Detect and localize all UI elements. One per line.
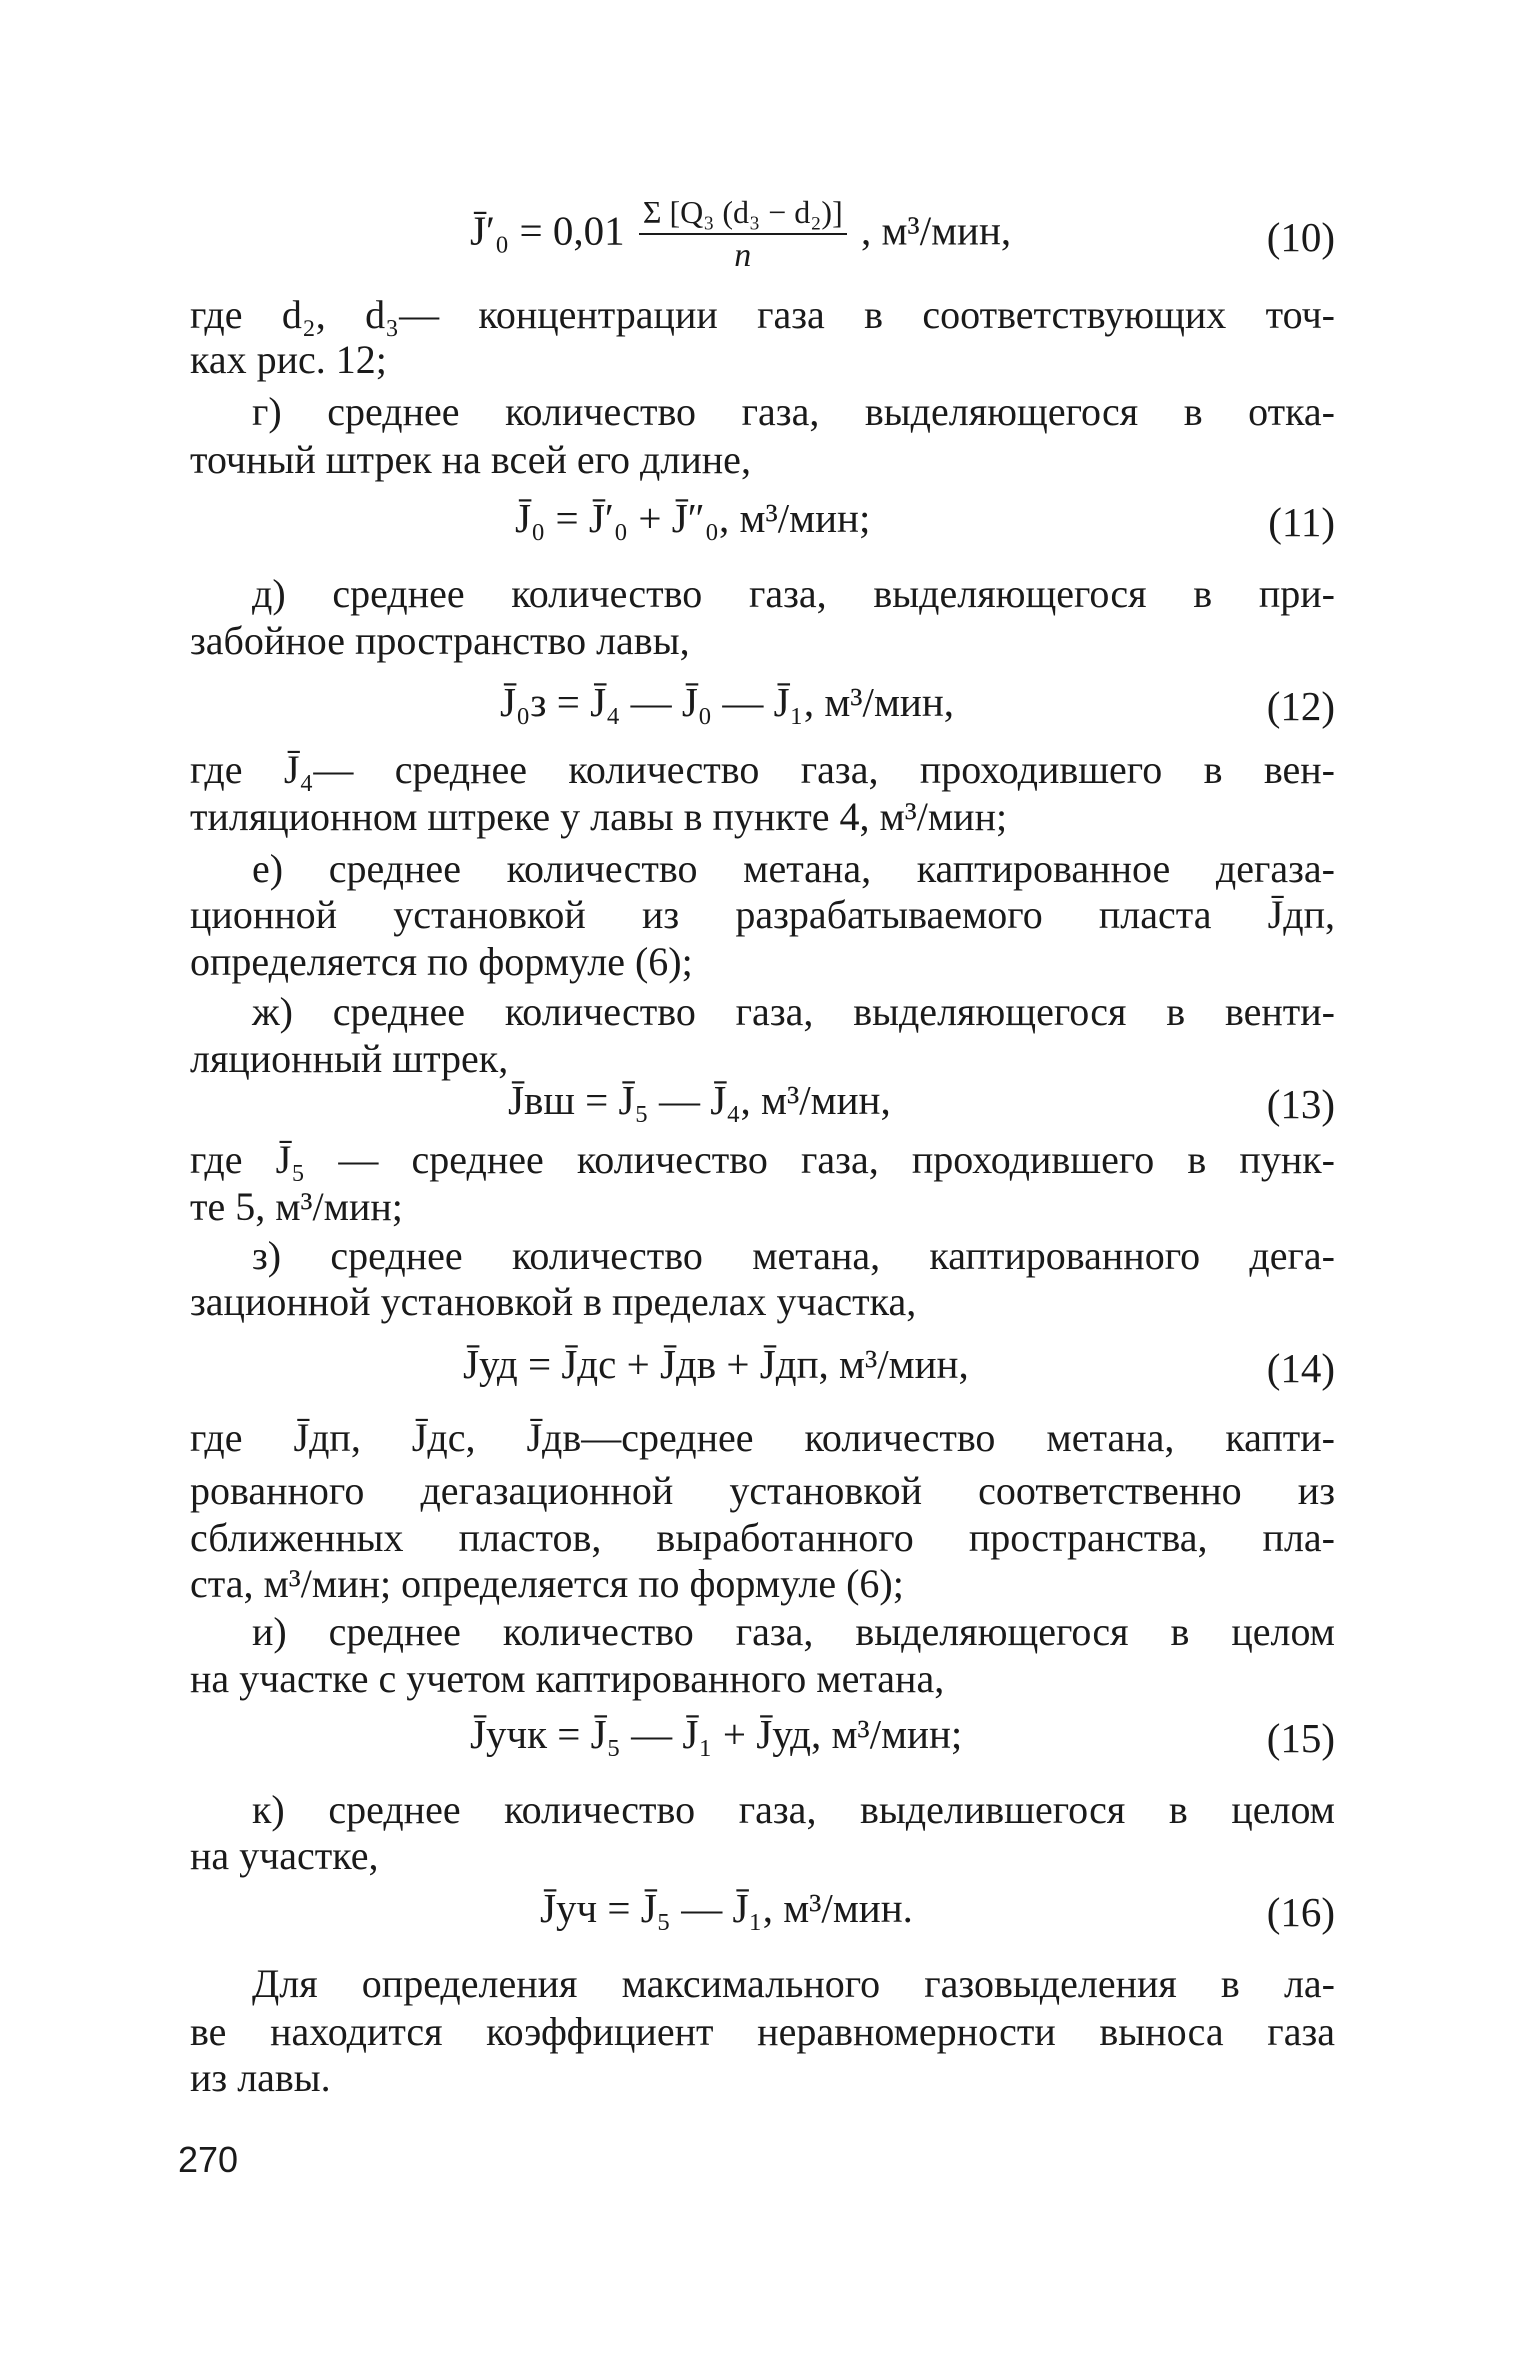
- text-line: где J̄дп, J̄дс, J̄дв—среднее количество метана, капти-: [190, 1415, 1335, 1460]
- formula-number-14: (14): [1266, 1345, 1335, 1391]
- text-line: определяется по формуле (6);: [190, 939, 693, 984]
- text-line: где J̄₄— среднее количество газа, проходившего в вен-: [190, 747, 1335, 792]
- text-line: ках рис. 12;: [190, 337, 387, 382]
- text-line: на участке,: [190, 1833, 379, 1878]
- text-line: е) среднее количество метана, каптированное дегаза-: [252, 846, 1335, 891]
- text-line: рованного дегазационной установкой соответственно из: [190, 1468, 1335, 1513]
- formula-number-13: (13): [1266, 1081, 1335, 1127]
- formula-15: J̄учк = J̄₅ — J̄₁ + J̄уд, м³/мин;: [470, 1711, 963, 1757]
- formula-number-11: (11): [1268, 499, 1335, 545]
- text-line: ста, м³/мин; определяется по формуле (6);: [190, 1561, 904, 1606]
- text-line: и) среднее количество газа, выделяющегося в целом: [252, 1609, 1335, 1654]
- text-line: д) среднее количество газа, выделяющегося в при-: [252, 571, 1335, 616]
- text-line: на участке с учетом каптированного метана,: [190, 1656, 945, 1701]
- formula-number-16: (16): [1266, 1889, 1335, 1935]
- formula-16: J̄уч = J̄₅ — J̄₁, м³/мин.: [540, 1885, 913, 1931]
- formula-11: J̄₀ = J̄′₀ + J̄″₀, м³/мин;: [515, 495, 871, 541]
- text-line: забойное пространство лавы,: [190, 618, 690, 663]
- text-line: з) среднее количество метана, каптированного дега-: [252, 1233, 1335, 1278]
- text-line: из лавы.: [190, 2055, 331, 2100]
- formula-10: J̄′₀ = 0,01 $\frac{\text{Σ [Q₃ (d₃ − d₂)]}}{n}$ , м³/мин,: [470, 194, 1012, 274]
- formula-number-15: (15): [1266, 1715, 1335, 1761]
- formula-13: J̄вш = J̄₅ — J̄₄, м³/мин,: [508, 1077, 891, 1123]
- text-line: ж) среднее количество газа, выделяющегося в венти-: [252, 989, 1335, 1034]
- text-line: зационной установкой в пределах участка,: [190, 1279, 917, 1324]
- text-line: сближенных пластов, выработанного пространства, пла-: [190, 1515, 1335, 1560]
- page-number: 270: [178, 2139, 239, 2180]
- text-line: где d₂, d₃— концентрации газа в соответствующих точ-: [190, 292, 1335, 337]
- text-line: Для определения максимального газовыделения в ла-: [252, 1961, 1335, 2006]
- fraction: $\frac{\text{Σ [Q₃ (d₃ − d₂)]}}{n}$: [639, 195, 847, 275]
- text-line: точный штрек на всей его длине,: [190, 437, 751, 482]
- formula-14: J̄уд = J̄дс + J̄дв + J̄дп, м³/мин,: [463, 1341, 969, 1387]
- formula-number-10: (10): [1266, 214, 1335, 260]
- text-line: те 5, м³/мин;: [190, 1184, 403, 1229]
- text-line: ве находится коэффициент неравномерности выноса газа: [190, 2009, 1335, 2054]
- text-line: ционной установкой из разрабатываемого пласта J̄дп,: [190, 892, 1335, 937]
- formula-12: J̄₀з = J̄₄ — J̄₀ — J̄₁, м³/мин,: [500, 679, 955, 725]
- formula-number-12: (12): [1266, 683, 1335, 729]
- text-line: где J̄₅ — среднее количество газа, проходившего в пунк-: [190, 1137, 1335, 1182]
- text-line: тиляционном штреке у лавы в пункте 4, м³/мин;: [190, 794, 1008, 839]
- text-line: ляционный штрек,: [190, 1036, 509, 1081]
- text-line: к) среднее количество газа, выделившегося в целом: [252, 1787, 1335, 1832]
- text-line: г) среднее количество газа, выделяющегося в отка-: [252, 389, 1335, 434]
